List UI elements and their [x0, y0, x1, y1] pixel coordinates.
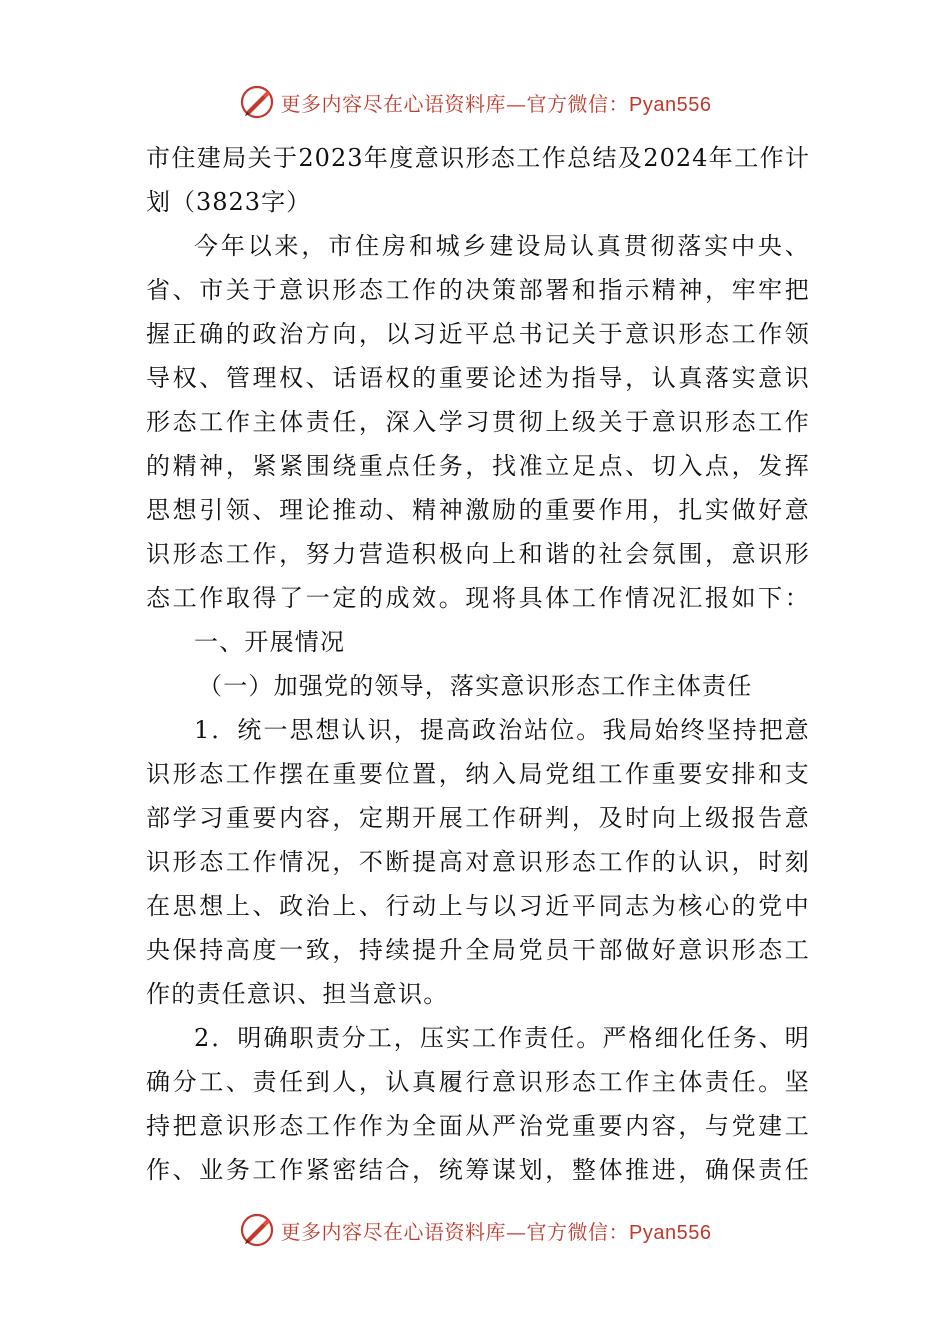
item-2-line: 持把意识形态工作作为全面从严治党重要内容，与党建工: [146, 1112, 810, 1140]
document-body: [146, 136, 810, 1192]
intro-paragraph-line: 态工作取得了一定的成效。现将具体工作情况汇报如下：: [146, 584, 810, 612]
item-1-line: 1．统一思想认识，提高政治站位。我局始终坚持把意: [194, 716, 810, 744]
watermark-text: 更多内容尽在心语资料库—官方微信：Pyan556: [280, 91, 712, 116]
item-1-line: 识形态工作情况，不断提高对意识形态工作的认识，时刻: [146, 848, 810, 876]
section-heading: 一、开展情况: [194, 628, 346, 656]
intro-paragraph-line: 思想引领、理论推动、精神激励的重要作用，扎实做好意: [146, 496, 810, 524]
document-title-line-2: 划（3823字）: [146, 188, 312, 216]
footer-watermark: [0, 1208, 950, 1252]
intro-paragraph-line: 今年以来，市住房和城乡建设局认真贯彻落实中央、: [194, 232, 810, 260]
intro-paragraph-line: 识形态工作，努力营造积极向上和谐的社会氛围，意识形: [146, 540, 810, 568]
item-1-line: 在思想上、政治上、行动上与以习近平同志为核心的党中: [146, 892, 810, 920]
intro-paragraph-line: 的精神，紧紧围绕重点任务，找准立足点、切入点，发挥: [146, 452, 810, 480]
pen-logo-icon: [239, 84, 275, 120]
item-1-line: 作的责任意识、担当意识。: [146, 980, 449, 1008]
header-watermark: [0, 80, 950, 124]
intro-paragraph-line: 形态工作主体责任，深入学习贯彻上级关于意识形态工作: [146, 408, 810, 436]
item-1-line: 央保持高度一致，持续提升全局党员干部做好意识形态工: [146, 936, 810, 964]
intro-paragraph-line: 握正确的政治方向，以习近平总书记关于意识形态工作领: [146, 320, 810, 348]
item-2-line: 确分工、责任到人，认真履行意识形态工作主体责任。坚: [146, 1068, 810, 1096]
subsection-heading: （一）加强党的领导，落实意识形态工作主体责任: [198, 672, 753, 700]
item-1-line: 部学习重要内容，定期开展工作研判，及时向上级报告意: [146, 804, 810, 832]
document-title-line-1: 市住建局关于2023年度意识形态工作总结及2024年工作计: [146, 144, 810, 172]
item-1-line: 识形态工作摆在重要位置，纳入局党组工作重要安排和支: [146, 760, 810, 788]
intro-paragraph-line: 导权、管理权、话语权的重要论述为指导，认真落实意识: [146, 364, 810, 392]
watermark-text: 更多内容尽在心语资料库—官方微信：Pyan556: [280, 1219, 712, 1244]
item-2-line: 作、业务工作紧密结合，统筹谋划，整体推进，确保责任: [146, 1156, 810, 1184]
intro-paragraph-line: 省、市关于意识形态工作的决策部署和指示精神，牢牢把: [146, 276, 810, 304]
item-2-line: 2．明确职责分工，压实工作责任。严格细化任务、明: [194, 1024, 810, 1052]
pen-logo-icon: [239, 1212, 275, 1248]
